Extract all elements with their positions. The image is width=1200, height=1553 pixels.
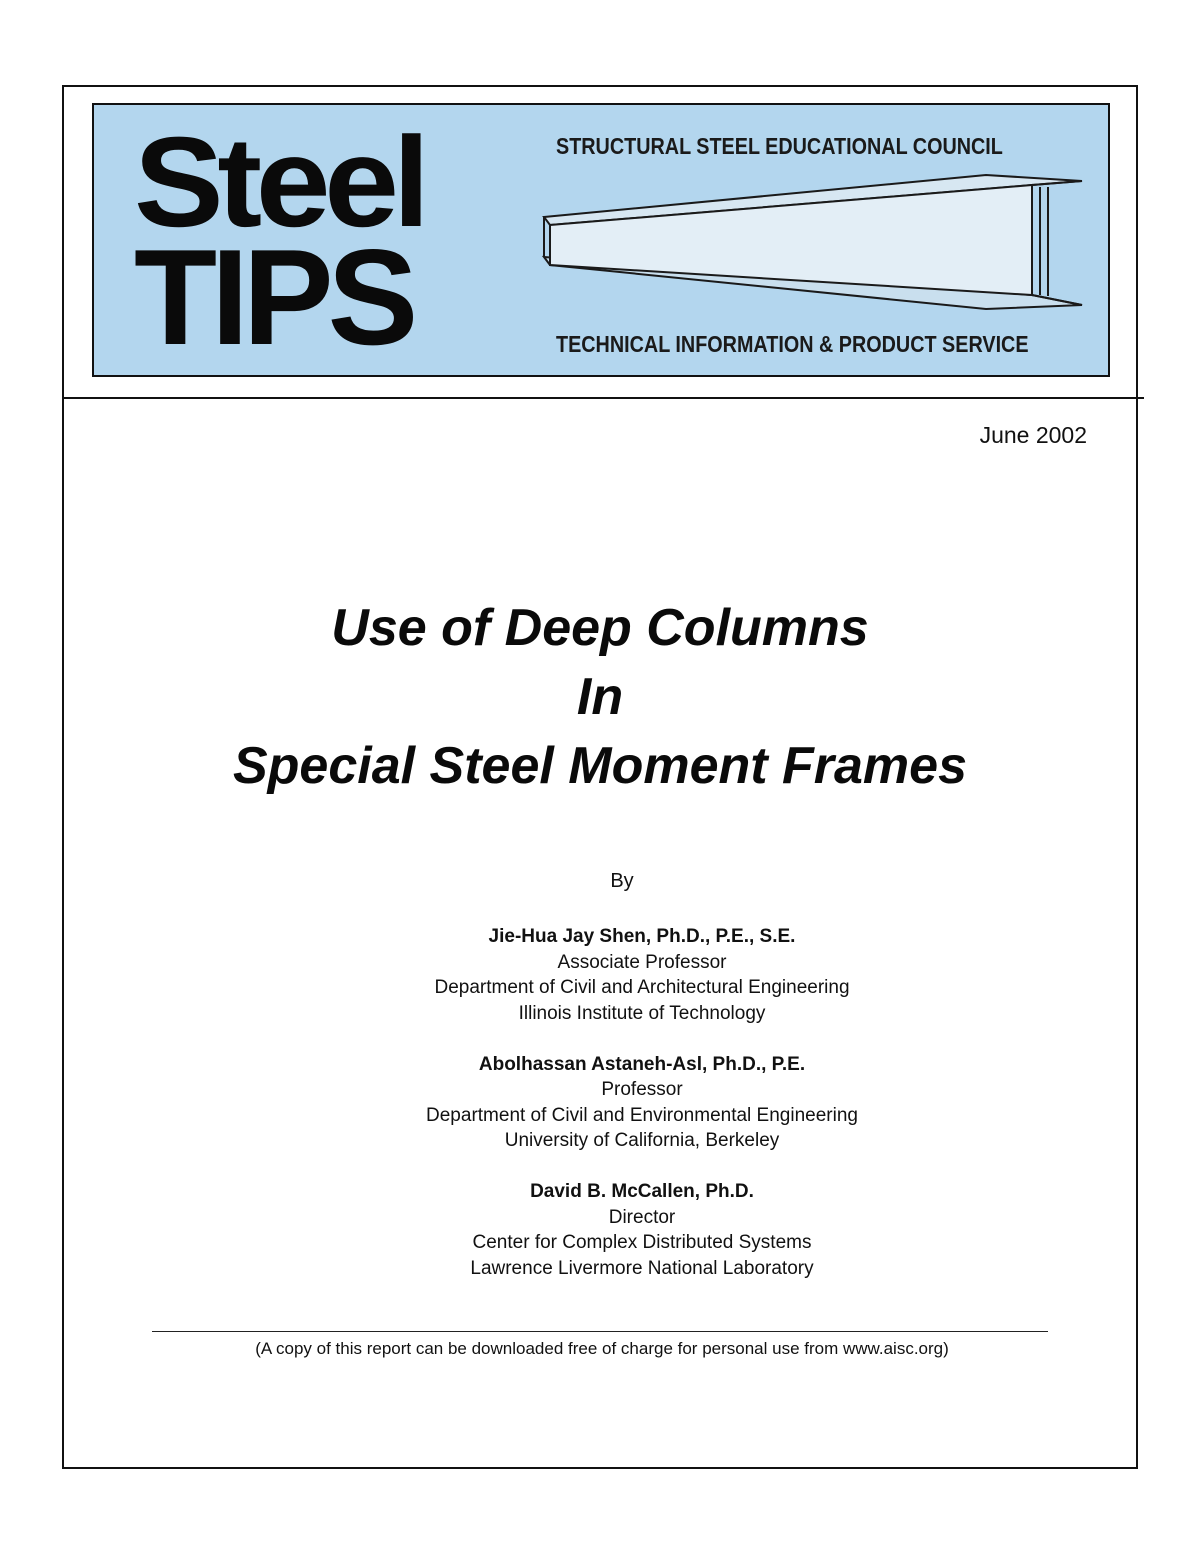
author-role: Director <box>608 1206 676 1228</box>
author-role: Associate Professor <box>557 951 727 973</box>
title-line-3: Special Steel Moment Frames <box>232 737 968 795</box>
author-department: Department of Civil and Architectural Engineering <box>434 977 850 998</box>
service-name: TECHNICAL INFORMATION & PRODUCT SERVICE <box>556 331 1029 357</box>
logo-steel-text: Steel <box>134 111 424 254</box>
download-note: (A copy of this report can be downloaded free of charge for personal use from www.aisc.org) <box>255 1339 949 1358</box>
header-divider <box>62 397 1144 399</box>
author-institution: University of California, Berkeley <box>504 1130 780 1151</box>
author-institution: Illinois Institute of Technology <box>518 1002 766 1024</box>
author-list <box>0 924 1200 1307</box>
author-block <box>0 924 1200 1026</box>
author-name: Abolhassan Astaneh-Asl, Ph.D., P.E. <box>478 1053 806 1075</box>
organization-name: STRUCTURAL STEEL EDUCATIONAL COUNCIL <box>556 133 1003 159</box>
steel-tips-logo <box>134 111 474 373</box>
author-block <box>0 1179 1200 1281</box>
author-name: Jie-Hua Jay Shen, Ph.D., P.E., S.E. <box>488 926 796 947</box>
author-block <box>0 1052 1200 1154</box>
author-department: Center for Complex Distributed Systems <box>472 1232 812 1253</box>
author-department: Department of Civil and Environmental Engineering <box>426 1104 858 1126</box>
logo-tips-text: TIPS <box>134 221 413 373</box>
footnote-divider <box>152 1331 1048 1332</box>
i-beam-icon <box>542 171 1090 313</box>
publication-date: June 2002 <box>979 422 1087 448</box>
title-line-1: Use of Deep Columns <box>331 599 869 657</box>
document-title <box>62 594 1138 801</box>
by-label: By <box>610 870 634 892</box>
steel-tips-banner <box>92 103 1110 377</box>
author-role: Professor <box>601 1079 683 1100</box>
author-institution: Lawrence Livermore National Laboratory <box>470 1257 814 1279</box>
author-name: David B. McCallen, Ph.D. <box>530 1181 754 1202</box>
title-line-2: In <box>576 668 624 726</box>
